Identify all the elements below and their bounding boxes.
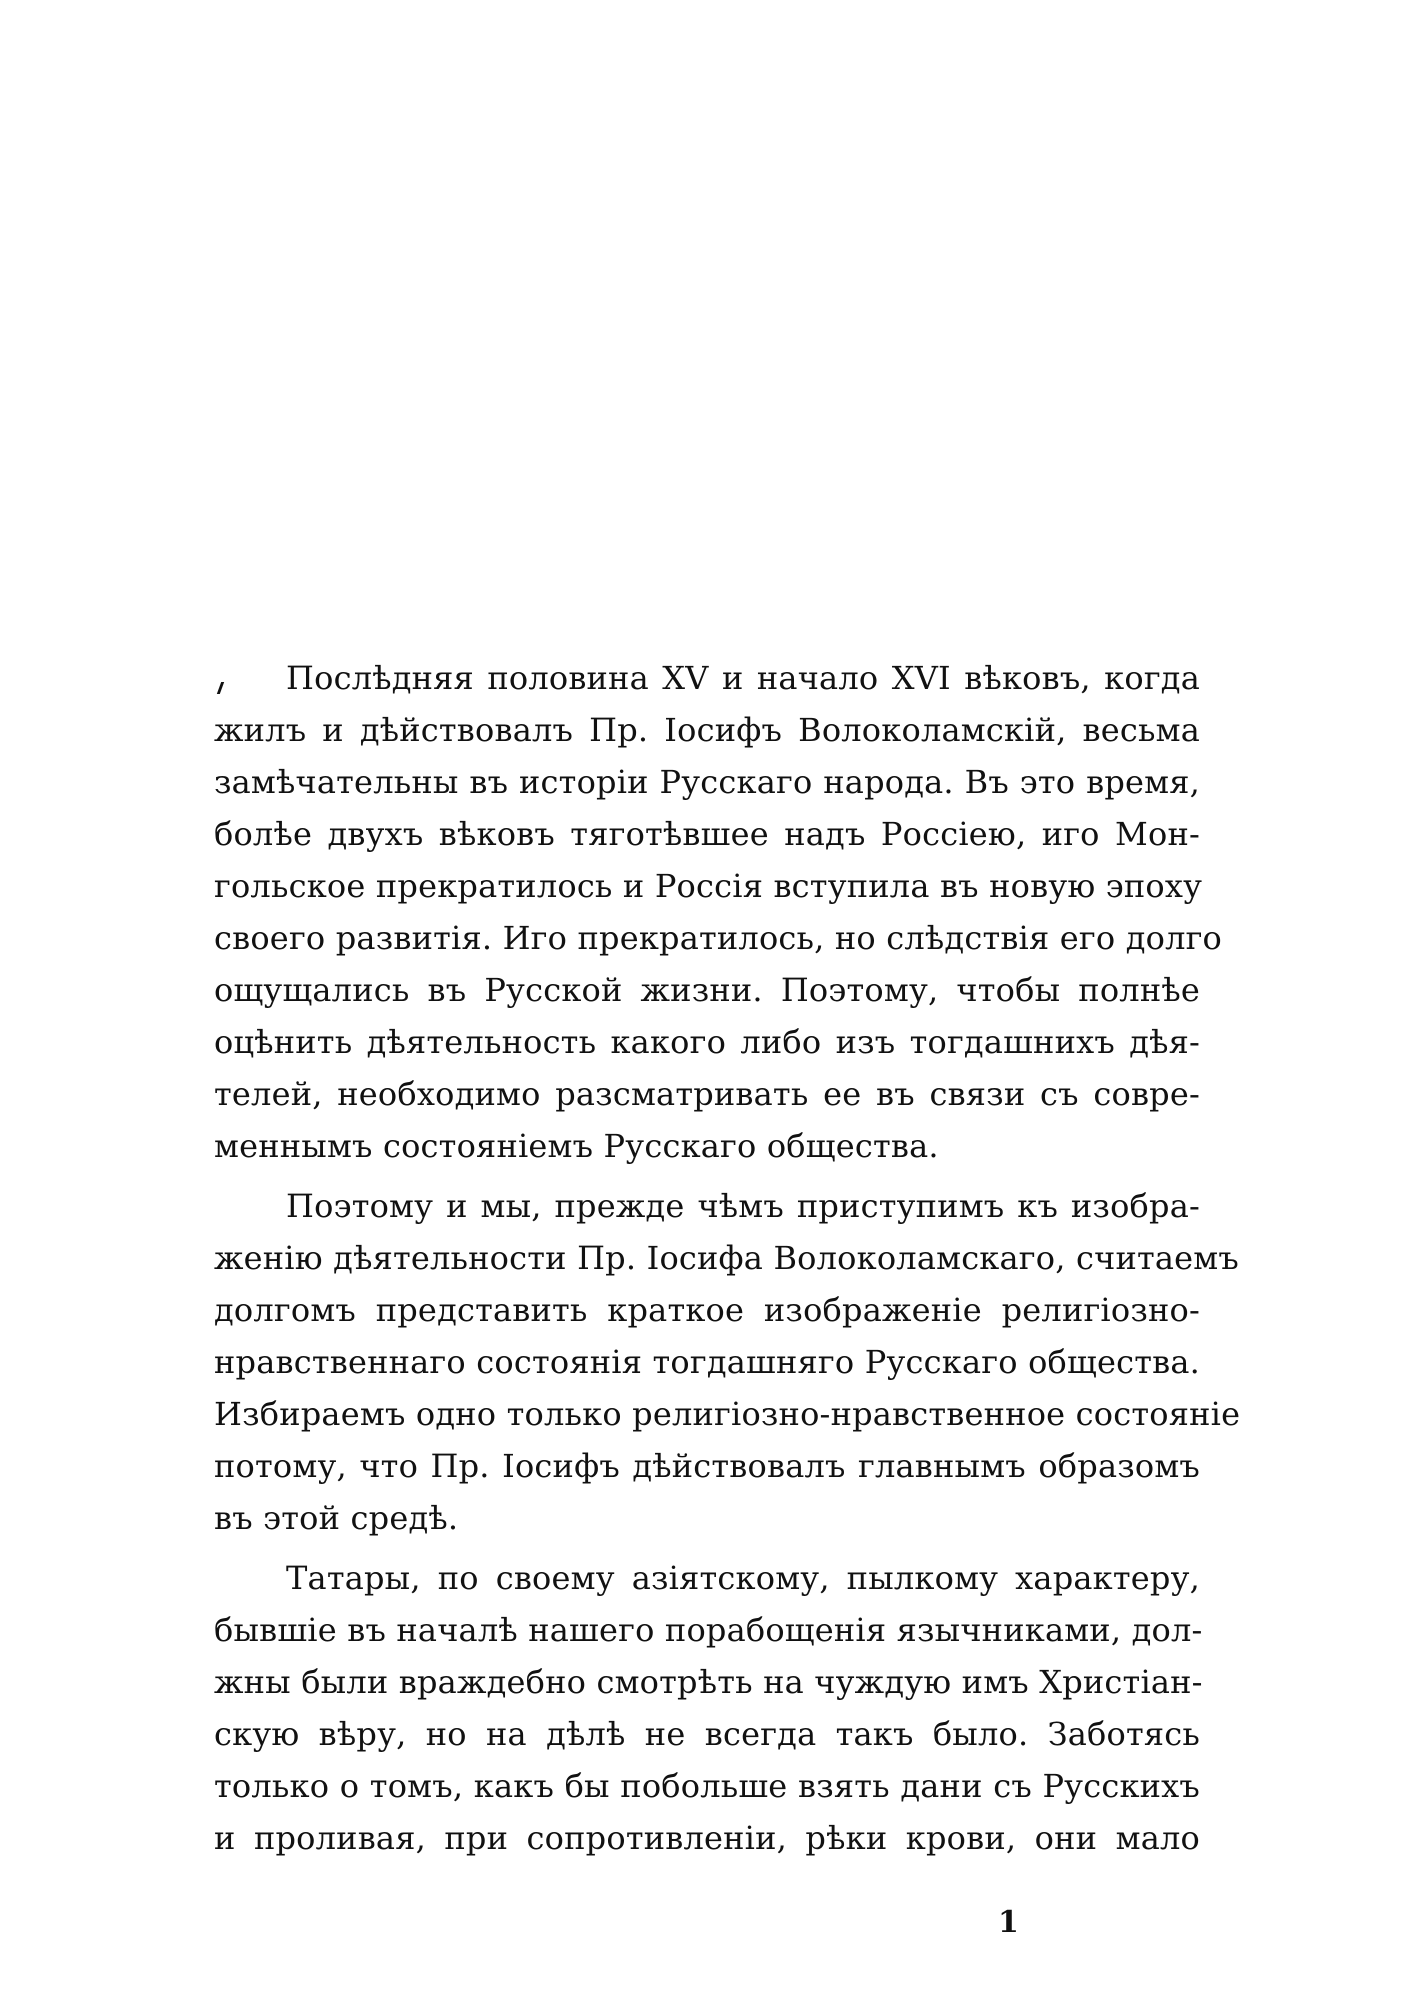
text-line: бывшіе въ началѣ нашего порабощенія язычниками, дол- [214, 1611, 1203, 1649]
text-line: Татары, по своему азіятскому, пылкому характеру, [286, 1559, 1200, 1597]
paragraph-1 [214, 652, 1223, 1172]
text-line: Послѣдняя половина XV и начало XVI вѣковъ, когда [286, 659, 1200, 697]
text-line: женію дѣятельности Пр. Іосифа Волоколамскаго, считаемъ [214, 1239, 1239, 1277]
text-line: въ этой средѣ. [214, 1499, 459, 1537]
page-number: 1 [998, 1905, 1019, 1940]
text-line: своего развитія. Иго прекратилось, но слѣдствія его долго [214, 919, 1223, 957]
text-line: скую вѣру, но на дѣлѣ не всегда такъ было. Заботясь [214, 1715, 1200, 1753]
text-line: Поэтому и мы, прежде чѣмъ приступимъ къ изобра- [286, 1187, 1200, 1225]
text-line: болѣе двухъ вѣковъ тяготѣвшее надъ Россіею, иго Мон- [214, 815, 1200, 853]
text-line: нравственнаго состоянія тогдашняго Русскаго общества. [214, 1343, 1200, 1381]
paragraph-2 [214, 1180, 1241, 1544]
text-line: гольское прекратилось и Россія вступила въ новую эпоху [214, 867, 1203, 905]
text-line: ощущались въ Русской жизни. Поэтому, чтобы полнѣе [214, 971, 1200, 1009]
text-line: только о томъ, какъ бы побольше взять дани съ Русскихъ [214, 1767, 1200, 1805]
text-line: Избираемъ одно только религіозно-нравственное состояніе [214, 1395, 1241, 1433]
text-line: замѣчательны въ исторіи Русскаго народа. Въ это время, [214, 763, 1200, 801]
text-line: жны были враждебно смотрѣть на чуждую имъ Христіан- [214, 1663, 1203, 1701]
text-line: телей, необходимо разсматривать ее въ связи съ совре- [214, 1075, 1200, 1113]
body-text [214, 652, 1241, 1864]
text-line: потому, что Пр. Іосифъ дѣйствовалъ главнымъ образомъ [214, 1447, 1200, 1485]
text-line: жилъ и дѣйствовалъ Пр. Іосифъ Волоколамскій, весьма [214, 711, 1200, 749]
text-line: меннымъ состояніемъ Русскаго общества. [214, 1127, 939, 1165]
text-line: и проливая, при сопротивленіи, рѣки крови, они мало [214, 1819, 1200, 1857]
text-line: долгомъ представить краткое изображеніе религіозно- [214, 1291, 1200, 1329]
paragraph-3 [214, 1552, 1203, 1864]
text-line: оцѣнить дѣятельность какого либо изъ тогдашнихъ дѣя- [214, 1023, 1200, 1061]
